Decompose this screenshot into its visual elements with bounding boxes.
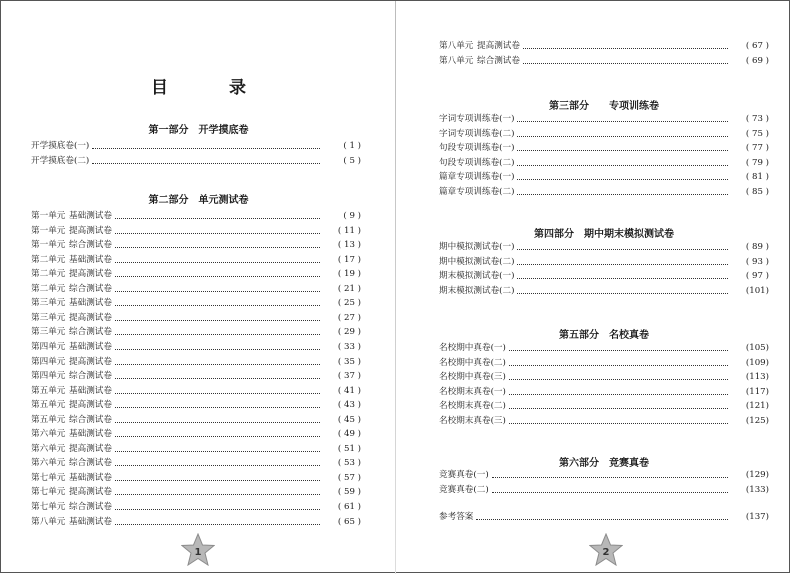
toc-entry-title: 句段专项训练卷(二) xyxy=(439,157,515,168)
toc-page-number: (137) xyxy=(745,512,769,522)
toc-page-number: ( 93 ) xyxy=(745,256,769,267)
dot-leader xyxy=(115,450,320,452)
toc-page-number: (101) xyxy=(745,285,769,296)
toc-page-number: ( 97 ) xyxy=(745,271,769,282)
dot-leader xyxy=(517,164,728,166)
toc-page-number: ( 81 ) xyxy=(745,172,769,183)
toc-entry-title: 综合测试卷 xyxy=(69,458,112,469)
toc-page-number: ( 29 ) xyxy=(337,327,361,338)
toc-entry-title: 基础测试卷 xyxy=(69,298,112,309)
toc-entry-title: 名校期末真卷(二) xyxy=(439,401,506,412)
toc-entry-title: 竞赛真卷(一) xyxy=(439,470,489,480)
dot-leader xyxy=(476,518,728,520)
dot-leader xyxy=(115,435,320,437)
toc-entry-title: 期末模拟测试卷(一) xyxy=(439,271,515,282)
toc-entry[interactable] xyxy=(31,500,361,514)
toc-entry[interactable] xyxy=(31,384,361,398)
toc-entry-title: 基础测试卷 xyxy=(69,385,112,396)
toc-entry[interactable] xyxy=(439,185,769,199)
toc-entry[interactable] xyxy=(439,510,769,524)
dot-leader xyxy=(523,62,728,64)
toc-page-number: ( 17 ) xyxy=(337,254,361,265)
toc-entry[interactable] xyxy=(439,284,769,298)
toc-page-number: ( 59 ) xyxy=(337,487,361,498)
toc-page-number: ( 9 ) xyxy=(343,211,361,221)
toc-entry-title: 提高测试卷 xyxy=(69,312,112,323)
toc-page-number: ( 11 ) xyxy=(337,225,361,236)
toc-unit-label: 第六单元 xyxy=(31,443,66,454)
toc-entry-title: 基础测试卷 xyxy=(69,341,112,352)
toc-entry-title: 期中模拟测试卷(一) xyxy=(439,242,515,252)
toc-unit-label: 第二单元 xyxy=(31,283,66,294)
toc-page-number: (113) xyxy=(745,372,769,383)
toc-unit-label: 第五单元 xyxy=(31,414,66,425)
toc-entry[interactable] xyxy=(31,485,361,499)
toc-page-number: (121) xyxy=(745,401,769,412)
toc-page-number: (117) xyxy=(745,386,769,397)
dot-leader xyxy=(517,120,728,122)
dot-leader xyxy=(115,377,320,379)
toc-page-number: (133) xyxy=(745,484,769,495)
toc-unit-label: 第六单元 xyxy=(31,429,66,440)
dot-leader xyxy=(115,261,320,263)
toc-entry-title: 篇章专项训练卷(二) xyxy=(439,186,515,197)
toc-entry[interactable] xyxy=(31,369,361,383)
toc-page-number: ( 79 ) xyxy=(745,157,769,168)
toc-page-number: ( 25 ) xyxy=(337,298,361,309)
toc-unit-label: 第八单元 xyxy=(31,516,66,527)
toc-entry-title: 名校期末真卷(三) xyxy=(439,415,506,426)
toc-entry[interactable] xyxy=(439,54,769,68)
dot-leader xyxy=(92,147,320,149)
toc-entry-title: 综合测试卷 xyxy=(69,327,112,338)
toc-entry-title: 基础测试卷 xyxy=(69,472,112,483)
toc-page-number: ( 65 ) xyxy=(337,516,361,527)
toc-entry[interactable] xyxy=(31,224,361,238)
toc-page-number: ( 21 ) xyxy=(337,283,361,294)
toc-entry[interactable] xyxy=(439,240,769,254)
toc-unit-label: 第二单元 xyxy=(31,254,66,265)
toc-entry-title: 综合测试卷 xyxy=(69,371,112,382)
toc-page-number: (105) xyxy=(745,343,769,353)
toc-page-number: ( 37 ) xyxy=(337,371,361,382)
toc-entry[interactable] xyxy=(31,296,361,310)
toc-unit-label: 第一单元 xyxy=(31,211,66,221)
page-number-badge-left xyxy=(181,533,215,567)
toc-page-number: ( 27 ) xyxy=(337,312,361,323)
toc-entry[interactable] xyxy=(439,255,769,269)
toc-page-number: ( 77 ) xyxy=(745,143,769,154)
toc-entry[interactable] xyxy=(439,370,769,384)
toc-entry-title: 篇章专项训练卷(一) xyxy=(439,172,515,183)
dot-leader xyxy=(517,193,728,195)
toc-entry-title: 竞赛真卷(二) xyxy=(439,484,489,495)
toc-entry[interactable] xyxy=(31,398,361,412)
dot-leader xyxy=(115,508,320,510)
toc-entry[interactable] xyxy=(31,139,361,153)
toc-entry[interactable] xyxy=(31,427,361,441)
dot-leader xyxy=(115,348,320,350)
toc-unit-label: 第五单元 xyxy=(31,400,66,411)
page-number-badge-right xyxy=(589,533,623,567)
toc-page-number: ( 51 ) xyxy=(337,443,361,454)
toc-entry-title: 提高测试卷 xyxy=(69,443,112,454)
toc-entry-title: 句段专项训练卷(一) xyxy=(439,143,515,154)
toc-unit-label: 第一单元 xyxy=(31,240,66,251)
toc-entry[interactable] xyxy=(31,442,361,456)
toc-page-number: ( 75 ) xyxy=(745,128,769,139)
toc-entry[interactable] xyxy=(31,456,361,470)
dot-leader xyxy=(115,275,320,277)
toc-entry-title: 字词专项训练卷(一) xyxy=(439,114,515,124)
toc-entry[interactable] xyxy=(31,355,361,369)
dot-leader xyxy=(92,162,320,164)
toc-entry-title: 期中模拟测试卷(二) xyxy=(439,256,515,267)
toc-entry-title: 综合测试卷 xyxy=(477,55,520,66)
page-title: 目 录 xyxy=(151,78,268,98)
dot-leader xyxy=(115,319,320,321)
toc-entry[interactable] xyxy=(31,267,361,281)
dot-leader xyxy=(115,246,320,248)
section-heading: 第六部分 竞赛真卷 xyxy=(559,458,649,469)
dot-leader xyxy=(523,47,728,49)
toc-entry[interactable] xyxy=(439,112,769,126)
dot-leader xyxy=(115,421,320,423)
dot-leader xyxy=(115,406,320,408)
toc-unit-label: 第三单元 xyxy=(31,312,66,323)
dot-leader xyxy=(115,363,320,365)
dot-leader xyxy=(115,304,320,306)
section-heading: 第四部分 期中期末模拟测试卷 xyxy=(534,229,674,240)
toc-unit-label: 第五单元 xyxy=(31,385,66,396)
dot-leader xyxy=(517,135,728,137)
toc-page-number: ( 5 ) xyxy=(343,155,361,166)
dot-leader xyxy=(492,491,728,493)
dot-leader xyxy=(115,392,320,394)
dot-leader xyxy=(115,523,320,525)
toc-entry[interactable] xyxy=(31,325,361,339)
toc-page-number: ( 57 ) xyxy=(337,472,361,483)
toc-entry[interactable] xyxy=(31,515,361,529)
toc-entry-title: 综合测试卷 xyxy=(69,240,112,251)
toc-page-number: (129) xyxy=(745,470,769,480)
toc-entry-title: 名校期末真卷(一) xyxy=(439,386,506,397)
toc-entry-title: 开学摸底卷(二) xyxy=(31,155,90,166)
toc-entry[interactable] xyxy=(31,282,361,296)
dot-leader xyxy=(115,290,320,292)
toc-entry[interactable] xyxy=(439,468,769,482)
toc-entry-title: 综合测试卷 xyxy=(69,502,112,512)
toc-entry[interactable] xyxy=(439,341,769,355)
toc-page-number: ( 33 ) xyxy=(337,341,361,352)
dot-leader xyxy=(509,422,728,424)
toc-entry-title: 基础测试卷 xyxy=(69,516,112,527)
toc-entry-title: 基础测试卷 xyxy=(69,211,112,221)
toc-page-number: ( 45 ) xyxy=(337,414,361,425)
toc-entry-title: 名校期中真卷(二) xyxy=(439,357,506,368)
toc-page-number: ( 89 ) xyxy=(745,242,769,252)
toc-entry[interactable] xyxy=(31,311,361,325)
toc-unit-label: 第三单元 xyxy=(31,298,66,309)
page-number: 2 xyxy=(602,546,610,558)
dot-leader xyxy=(509,364,728,366)
toc-page-number: ( 13 ) xyxy=(337,240,361,251)
toc-page-number: ( 49 ) xyxy=(337,429,361,440)
dot-leader xyxy=(517,178,728,180)
toc-unit-label: 第八单元 xyxy=(439,55,474,66)
dot-leader xyxy=(517,292,728,294)
toc-entry-title: 名校期中真卷(三) xyxy=(439,372,506,383)
toc-entry[interactable] xyxy=(439,39,769,53)
dot-leader xyxy=(517,263,728,265)
toc-unit-label: 第六单元 xyxy=(31,458,66,469)
toc-unit-label: 第四单元 xyxy=(31,356,66,367)
toc-entry[interactable] xyxy=(439,414,769,428)
section-heading: 第一部分 开学摸底卷 xyxy=(148,125,249,136)
toc-entry-title: 字词专项训练卷(二) xyxy=(439,128,515,139)
toc-entry[interactable] xyxy=(439,483,769,497)
dot-leader xyxy=(115,464,320,466)
toc-page-number: ( 69 ) xyxy=(745,55,769,66)
toc-unit-label: 第一单元 xyxy=(31,225,66,236)
toc-entry-title: 基础测试卷 xyxy=(69,429,112,440)
toc-entry[interactable] xyxy=(439,399,769,413)
toc-entry-title: 提高测试卷 xyxy=(69,269,112,280)
toc-entry-title: 提高测试卷 xyxy=(69,487,112,498)
toc-entry[interactable] xyxy=(31,209,361,223)
toc-entry-title: 提高测试卷 xyxy=(477,41,520,51)
toc-entry-title: 提高测试卷 xyxy=(69,225,112,236)
toc-entry-title: 提高测试卷 xyxy=(69,400,112,411)
toc-page-number: ( 1 ) xyxy=(343,141,361,151)
toc-page-number: ( 61 ) xyxy=(337,502,361,512)
toc-unit-label: 第七单元 xyxy=(31,487,66,498)
toc-page-number: ( 73 ) xyxy=(745,114,769,124)
toc-entry[interactable] xyxy=(439,356,769,370)
toc-entry[interactable] xyxy=(31,471,361,485)
toc-unit-label: 第二单元 xyxy=(31,269,66,280)
toc-page-number: ( 85 ) xyxy=(745,186,769,197)
toc-unit-label: 第八单元 xyxy=(439,41,474,51)
toc-entry-title: 名校期中真卷(一) xyxy=(439,343,506,353)
toc-entry-title: 开学摸底卷(一) xyxy=(31,141,90,151)
section-heading: 第三部分 专项训练卷 xyxy=(549,101,659,112)
toc-entry[interactable] xyxy=(439,385,769,399)
dot-leader xyxy=(115,493,320,495)
toc-entry[interactable] xyxy=(439,269,769,283)
toc-unit-label: 第三单元 xyxy=(31,327,66,338)
dot-leader xyxy=(509,393,728,395)
dot-leader xyxy=(115,232,320,234)
toc-entry[interactable] xyxy=(31,340,361,354)
toc-entry-title: 基础测试卷 xyxy=(69,254,112,265)
toc-entry[interactable] xyxy=(31,154,361,168)
page-number: 1 xyxy=(194,546,202,558)
toc-unit-label: 第四单元 xyxy=(31,341,66,352)
toc-page-number: ( 43 ) xyxy=(337,400,361,411)
toc-entry-title: 综合测试卷 xyxy=(69,283,112,294)
toc-entry[interactable] xyxy=(439,141,769,155)
toc-entry[interactable] xyxy=(439,170,769,184)
dot-leader xyxy=(115,333,320,335)
toc-entry[interactable] xyxy=(31,238,361,252)
dot-leader xyxy=(517,277,728,279)
toc-page-number: ( 53 ) xyxy=(337,458,361,469)
toc-unit-label: 第七单元 xyxy=(31,502,66,512)
toc-page-number: (109) xyxy=(745,357,769,368)
dot-leader xyxy=(509,349,728,351)
toc-entry-title: 提高测试卷 xyxy=(69,356,112,367)
dot-leader xyxy=(517,149,728,151)
toc-entry[interactable] xyxy=(439,156,769,170)
toc-entry-title: 综合测试卷 xyxy=(69,414,112,425)
toc-entry[interactable] xyxy=(31,413,361,427)
toc-page-number: ( 41 ) xyxy=(337,385,361,396)
toc-page-number: ( 35 ) xyxy=(337,356,361,367)
toc-page-number: (125) xyxy=(745,415,769,426)
dot-leader xyxy=(115,217,320,219)
toc-page-number: ( 19 ) xyxy=(337,269,361,280)
toc-entry[interactable] xyxy=(439,127,769,141)
toc-entry[interactable] xyxy=(31,253,361,267)
toc-entry-title: 期末模拟测试卷(二) xyxy=(439,285,515,296)
dot-leader xyxy=(509,378,728,380)
toc-unit-label: 第四单元 xyxy=(31,371,66,382)
toc-entry-title: 参考答案 xyxy=(439,512,474,522)
dot-leader xyxy=(492,476,728,478)
dot-leader xyxy=(115,479,320,481)
section-heading: 第二部分 单元测试卷 xyxy=(148,195,249,206)
section-heading: 第五部分 名校真卷 xyxy=(559,330,649,341)
toc-page-number: ( 67 ) xyxy=(745,41,769,51)
toc-unit-label: 第七单元 xyxy=(31,472,66,483)
dot-leader xyxy=(509,407,728,409)
dot-leader xyxy=(517,248,728,250)
